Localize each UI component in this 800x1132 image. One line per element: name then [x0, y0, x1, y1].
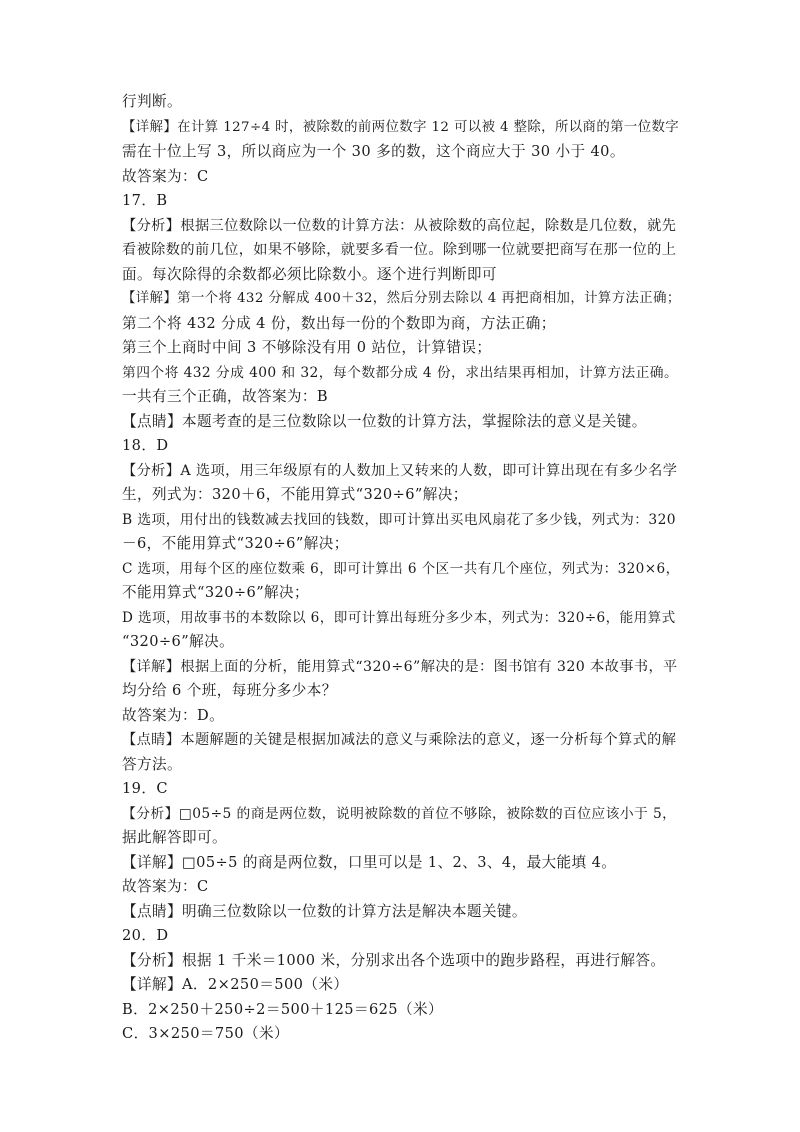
text-line: 生，列式为：320＋6，不能用算式“320÷6”解决； [122, 486, 468, 503]
text-line: C 选项，用每个区的座位数乘 6，即可计算出 6 个区一共有几个座位，列式为：320×6， [122, 561, 680, 577]
text-line: 面。每次除得的余数都必须比除数小。逐个进行判断即可 [122, 266, 497, 283]
text-line: 故答案为：C [122, 168, 209, 185]
text-line: 【分析】根据 1 千米＝1000 米，分别求出各个选项中的跑步路程，再进行解答。 [122, 952, 666, 969]
text-line: 不能用算式“320÷6”解决； [122, 584, 310, 601]
text-line: 故答案为：C [122, 878, 209, 895]
text-line: 【点睛】本题解题的关键是根据加减法的意义与乘除法的意义，逐一分析每个算式的解 [122, 732, 677, 748]
text-line: B 选项，用付出的钱数减去找回的钱数，即可计算出买电风扇花了多少钱，列式为：320 [122, 512, 676, 528]
text-line: 【分析】根据三位数除以一位数的计算方法：从被除数的高位起，除数是几位数，就先 [122, 218, 677, 234]
text-line: 【点睛】本题考查的是三位数除以一位数的计算方法，掌握除法的意义是关键。 [122, 413, 647, 430]
text-line: 第三个上商时中间 3 不够除没有用 0 站位，计算错误； [122, 339, 492, 356]
text-line: 【分析】A 选项，用三年级原有的人数加上又转来的人数，即可计算出现在有多少名学 [122, 463, 678, 479]
text-line: 【详解】根据上面的分析，能用算式“320÷6”解决的是：图书馆有 320 本故事书，平 [122, 659, 678, 675]
text-line: 行判断。 [122, 93, 182, 110]
text-line: 【详解】在计算 127÷4 时，被除数的前两位数字 12 可以被 4 整除，所以商的第一位数字 [122, 120, 680, 135]
question-number: 17．B [122, 192, 168, 209]
text-line: D 选项，用故事书的本数除以 6，即可计算出每班分多少本，列式为：320÷6，能用算式 [122, 610, 676, 626]
text-line: “320÷6”解决。 [122, 633, 235, 650]
text-line: －6，不能用算式“320÷6”解决； [122, 535, 349, 552]
text-line: 答方法。 [122, 756, 182, 773]
text-line: 故答案为：D。 [122, 707, 225, 724]
text-line: 第四个将 432 分成 400 和 32，每个数都分成 4 份，求出结果再相加，计算方法正确。 [122, 365, 679, 381]
text-line: 【详解】□05÷5 的商是两位数，口里可以是 1、2、3、4，最大能填 4。 [122, 854, 617, 871]
text-line: 看被除数的前几位，如果不够除，就要多看一位。除到哪一位就要把商写在那一位的上 [122, 242, 677, 258]
question-number: 19．C [122, 780, 168, 797]
text-line: 一共有三个正确，故答案为：B [122, 388, 329, 405]
question-number: 20．D [122, 927, 169, 944]
text-line: 据此解答即可。 [122, 829, 227, 846]
text-line: 第二个将 432 分成 4 份，数出每一份的个数即为商，方法正确； [122, 315, 556, 332]
question-number: 18．D [122, 437, 169, 454]
text-line: 需在十位上写 3，所以商应为一个 30 多的数，这个商应大于 30 小于 40。 [122, 143, 625, 160]
text-line: 均分给 6 个班，每班分多少本？ [122, 682, 337, 699]
text-line: B．2×250＋250÷2＝500＋125＝625（米） [122, 1001, 443, 1018]
text-line: 【分析】□05÷5 的商是两位数，说明被除数的首位不够除，被除数的百位应该小于 5， [122, 806, 677, 822]
text-line: 【点睛】明确三位数除以一位数的计算方法是解决本题关键。 [122, 903, 527, 920]
text-line: 【详解】第一个将 432 分解成 400＋32，然后分别去除以 4 再把商相加，计算方法正确； [122, 291, 681, 306]
text-line: C．3×250＝750（米） [122, 1025, 289, 1042]
text-line: 【详解】A．2×250＝500（米） [122, 976, 349, 993]
